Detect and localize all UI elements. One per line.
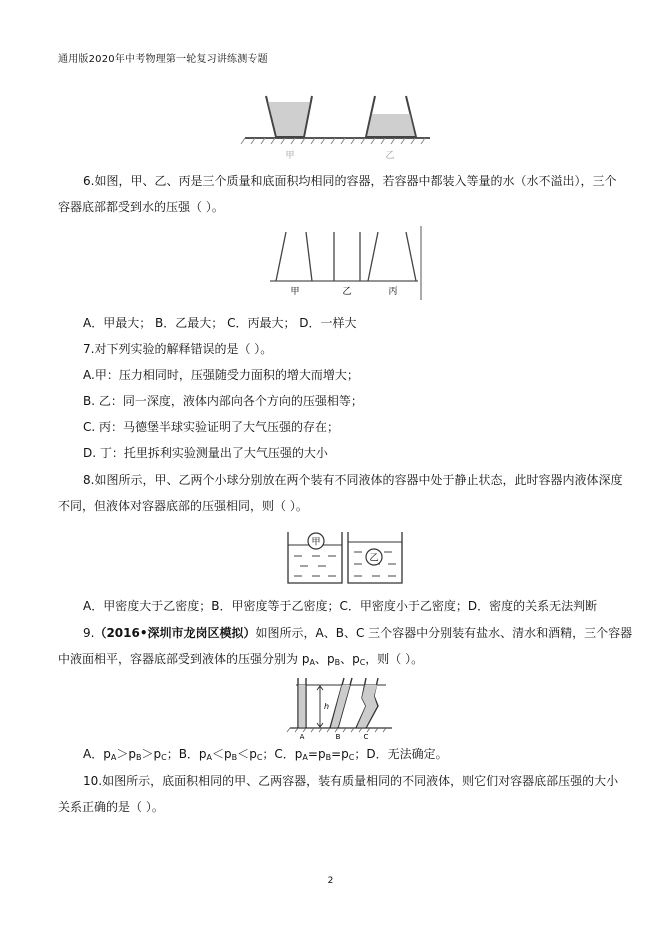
fig9-h-label: h bbox=[324, 702, 330, 711]
q9-opt-c-p2: p bbox=[317, 747, 326, 761]
q9-p-b: p bbox=[326, 652, 335, 666]
q9-opt-a-sub1: A bbox=[110, 753, 117, 762]
fig5-label-jia: 甲 bbox=[285, 151, 295, 161]
q6-line1: 6.如图，甲、乙、丙是三个质量和底面积均相同的容器，若容器中都装入等量的水（水不溢出），三个 bbox=[83, 174, 617, 188]
q9-line2-end: ，则（ ）。 bbox=[365, 652, 424, 666]
q6-options: A．甲最大； B．乙最大； C．丙最大； D．一样大 bbox=[83, 316, 357, 330]
figure-containers-abc bbox=[286, 676, 396, 742]
q10-line1: 10.如图所示，底面积相同的甲、乙两容器，装有质量相同的不同液体，则它们对容器底部压强的大小 bbox=[83, 774, 619, 788]
fig5-label-yi: 乙 bbox=[385, 151, 395, 161]
q9-line1-rest: 如图所示，A、B、C 三个容器中分别装有盐水、清水和酒精，三个容器 bbox=[255, 626, 633, 640]
q9-opt-b-lt1: ＜ bbox=[212, 747, 225, 761]
q9-opt-b-lt2: ＜ bbox=[237, 747, 250, 761]
q8-line1: 8.如图所示，甲、乙两个小球分别放在两个装有不同液体的容器中处于静止状态，此时容器内液体深度 bbox=[83, 473, 623, 487]
q9-sub-a: A bbox=[309, 658, 315, 667]
fig9-label-a: A bbox=[299, 733, 305, 741]
figure-balls-in-liquids bbox=[286, 530, 406, 586]
q9-opt-b-sub3: C bbox=[256, 753, 263, 762]
q9-opt-a-sub2: B bbox=[135, 753, 142, 762]
figure-containers-jia-yi bbox=[240, 88, 440, 164]
fig9-label-c: C bbox=[363, 733, 369, 741]
q9-opt-a-sub3: C bbox=[161, 753, 167, 762]
fig6-label-jia: 甲 bbox=[290, 287, 300, 297]
q9-opt-b-p3: p bbox=[249, 747, 257, 761]
page-number: 2 bbox=[327, 876, 334, 886]
q9-options bbox=[83, 746, 448, 766]
q9-opt-b-pre: ；B．p bbox=[166, 747, 207, 761]
q9-opt-a-gt2: ＞ bbox=[141, 747, 154, 761]
q9-opt-b-sub1: A bbox=[206, 753, 213, 762]
q8-options: A．甲密度大于乙密度；B．甲密度等于乙密度；C．甲密度小于乙密度；D．密度的关系无法判断 bbox=[83, 599, 598, 613]
ball-yi-label: 乙 bbox=[369, 553, 379, 564]
fig6-label-bing: 丙 bbox=[388, 287, 398, 297]
figure-three-containers bbox=[268, 224, 428, 304]
q9-opt-a-pre: A．p bbox=[83, 747, 111, 761]
q7-option-d: D. 丁：托里拆利实验测量出了大气压强的大小 bbox=[83, 446, 328, 460]
q7-option-c: C. 丙：马德堡半球实验证明了大气压强的存在； bbox=[83, 420, 340, 434]
q9-opt-d: ；D．无法确定。 bbox=[354, 747, 448, 761]
q7-option-a: A.甲：压力相同时，压强随受力面积的增大而增大； bbox=[83, 368, 359, 382]
fig9-label-b: B bbox=[335, 733, 341, 741]
q9-opt-c-eq1: = bbox=[307, 747, 318, 761]
q9-opt-c-eq2: = bbox=[331, 747, 342, 761]
page-header: 通用版2020年中考物理第一轮复习讲练测专题 bbox=[58, 54, 268, 65]
fig6-label-yi: 乙 bbox=[342, 287, 352, 297]
q9-opt-c-p3: p bbox=[341, 747, 349, 761]
q7-option-b: B. 乙：同一深度，液体内部向各个方向的压强相等； bbox=[83, 394, 363, 408]
q7-stem: 7.对下列实验的解释错误的是（ ）。 bbox=[83, 342, 273, 356]
q9-sep-2: 、 bbox=[340, 652, 353, 666]
q9-opt-a-p2: p bbox=[128, 747, 136, 761]
q9-number: 9. bbox=[83, 626, 95, 640]
q9-opt-b-p2: p bbox=[224, 747, 232, 761]
q9-opt-c-sub1: A bbox=[302, 753, 308, 762]
q9-p-c: p bbox=[352, 652, 360, 666]
q9-opt-a-gt1: ＞ bbox=[116, 747, 129, 761]
q9-opt-c-pre: ；C．p bbox=[262, 747, 303, 761]
q9-sub-b: B bbox=[334, 658, 341, 667]
q9-source: （2016•深圳市龙岗区模拟） bbox=[94, 626, 256, 640]
q9-line2-text: 中液面相平，容器底部受到液体的压强分别为 p bbox=[58, 652, 310, 666]
ball-jia-label: 甲 bbox=[311, 537, 321, 548]
q9-opt-c-sub3: C bbox=[348, 753, 355, 762]
q9-opt-c-sub2: B bbox=[325, 753, 332, 762]
q9-line2 bbox=[58, 651, 423, 671]
q9-line1 bbox=[83, 625, 632, 641]
q9-opt-a-p3: p bbox=[153, 747, 162, 761]
q6-line2: 容器底部都受到水的压强（ ）。 bbox=[58, 200, 224, 214]
q9-sub-c: C bbox=[359, 658, 366, 667]
q10-line2: 关系正确的是（ ）。 bbox=[58, 800, 164, 814]
q8-line2: 不同，但液体对容器底部的压强相同，则（ ）。 bbox=[58, 499, 308, 513]
q9-opt-b-sub2: B bbox=[231, 753, 238, 762]
q9-sep-1: 、 bbox=[314, 652, 327, 666]
